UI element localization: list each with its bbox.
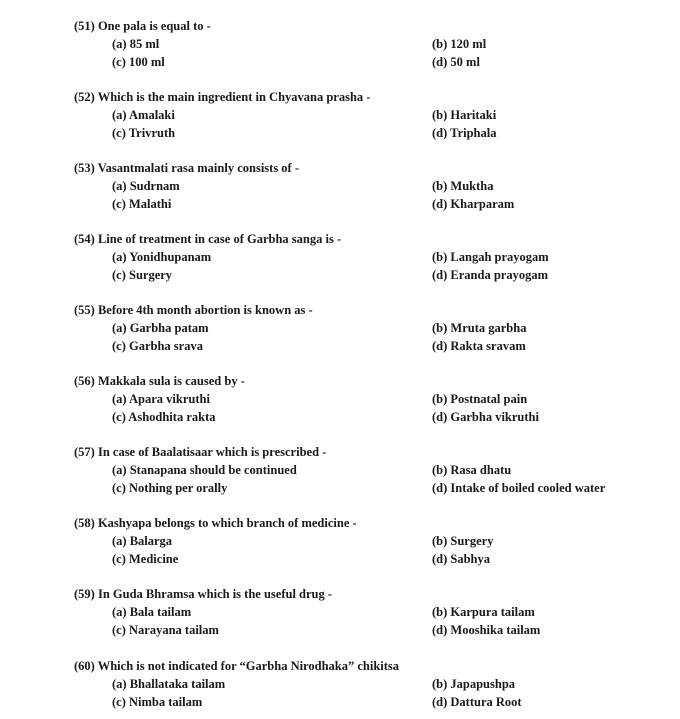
question-text: (55) Before 4th month abortion is known as - xyxy=(74,303,313,317)
option-d: (d) 50 ml xyxy=(432,55,480,69)
option-a: (a) Sudrnam xyxy=(112,179,180,193)
question-text: (60) Which is not indicated for “Garbha Nirodhaka” chikitsa xyxy=(74,659,400,673)
question-text: (56) Makkala sula is caused by - xyxy=(74,374,245,388)
option-c: (c) Ashodhita rakta xyxy=(112,410,216,424)
question-60 xyxy=(0,658,680,714)
question-text: (51) One pala is equal to - xyxy=(74,19,211,33)
question-text: (54) Line of treatment in case of Garbha sanga is - xyxy=(74,232,342,246)
option-a: (a) Stanapana should be continued xyxy=(112,463,297,477)
question-54 xyxy=(0,231,680,287)
option-a: (a) 85 ml xyxy=(112,37,160,51)
option-a: (a) Balarga xyxy=(112,534,173,548)
question-text: (53) Vasantmalati rasa mainly consists of - xyxy=(74,161,300,175)
question-58 xyxy=(0,515,680,571)
option-d: (d) Rakta sravam xyxy=(432,339,526,353)
question-59 xyxy=(0,586,680,642)
option-b: (b) Haritaki xyxy=(432,108,497,122)
option-b: (b) Muktha xyxy=(432,179,494,193)
option-d: (d) Kharparam xyxy=(432,197,515,211)
option-b: (b) Postnatal pain xyxy=(432,392,528,406)
option-a: (a) Apara vikruthi xyxy=(112,392,210,406)
question-51 xyxy=(0,18,680,74)
option-b: (b) Surgery xyxy=(432,534,494,548)
option-b: (b) Japapushpa xyxy=(432,677,516,691)
option-d: (d) Eranda prayogam xyxy=(432,268,548,282)
question-53 xyxy=(0,160,680,216)
option-c: (c) Medicine xyxy=(112,552,179,566)
question-text: (57) In case of Baalatisaar which is prescribed - xyxy=(74,445,327,459)
option-b: (b) Rasa dhatu xyxy=(432,463,512,477)
option-a: (a) Yonidhupanam xyxy=(112,250,212,264)
option-a: (a) Bala tailam xyxy=(112,605,192,619)
option-d: (d) Sabhya xyxy=(432,552,491,566)
option-d: (d) Dattura Root xyxy=(432,695,522,709)
option-b: (b) Karpura tailam xyxy=(432,605,535,619)
option-b: (b) Langah prayogam xyxy=(432,250,549,264)
question-56 xyxy=(0,373,680,429)
option-a: (a) Bhallataka tailam xyxy=(112,677,226,691)
question-text: (58) Kashyapa belongs to which branch of medicine - xyxy=(74,516,357,530)
option-c: (c) Nimba tailam xyxy=(112,695,203,709)
question-text: (52) Which is the main ingredient in Chyavana prasha - xyxy=(74,90,371,104)
option-d: (d) Garbha vikruthi xyxy=(432,410,539,424)
option-c: (c) Malathi xyxy=(112,197,172,211)
option-d: (d) Intake of boiled cooled water xyxy=(432,481,606,495)
option-b: (b) Mruta garbha xyxy=(432,321,527,335)
option-c: (c) Garbha srava xyxy=(112,339,203,353)
option-d: (d) Mooshika tailam xyxy=(432,623,541,637)
option-a: (a) Garbha patam xyxy=(112,321,209,335)
option-c: (c) Narayana tailam xyxy=(112,623,219,637)
option-a: (a) Amalaki xyxy=(112,108,175,122)
option-c: (c) Surgery xyxy=(112,268,173,282)
option-c: (c) Nothing per orally xyxy=(112,481,228,495)
option-c: (c) Trivruth xyxy=(112,126,176,140)
question-52 xyxy=(0,89,680,145)
question-text: (59) In Guda Bhramsa which is the useful drug - xyxy=(74,587,333,601)
question-55 xyxy=(0,302,680,358)
option-d: (d) Triphala xyxy=(432,126,497,140)
option-b: (b) 120 ml xyxy=(432,37,487,51)
question-57 xyxy=(0,444,680,500)
option-c: (c) 100 ml xyxy=(112,55,165,69)
